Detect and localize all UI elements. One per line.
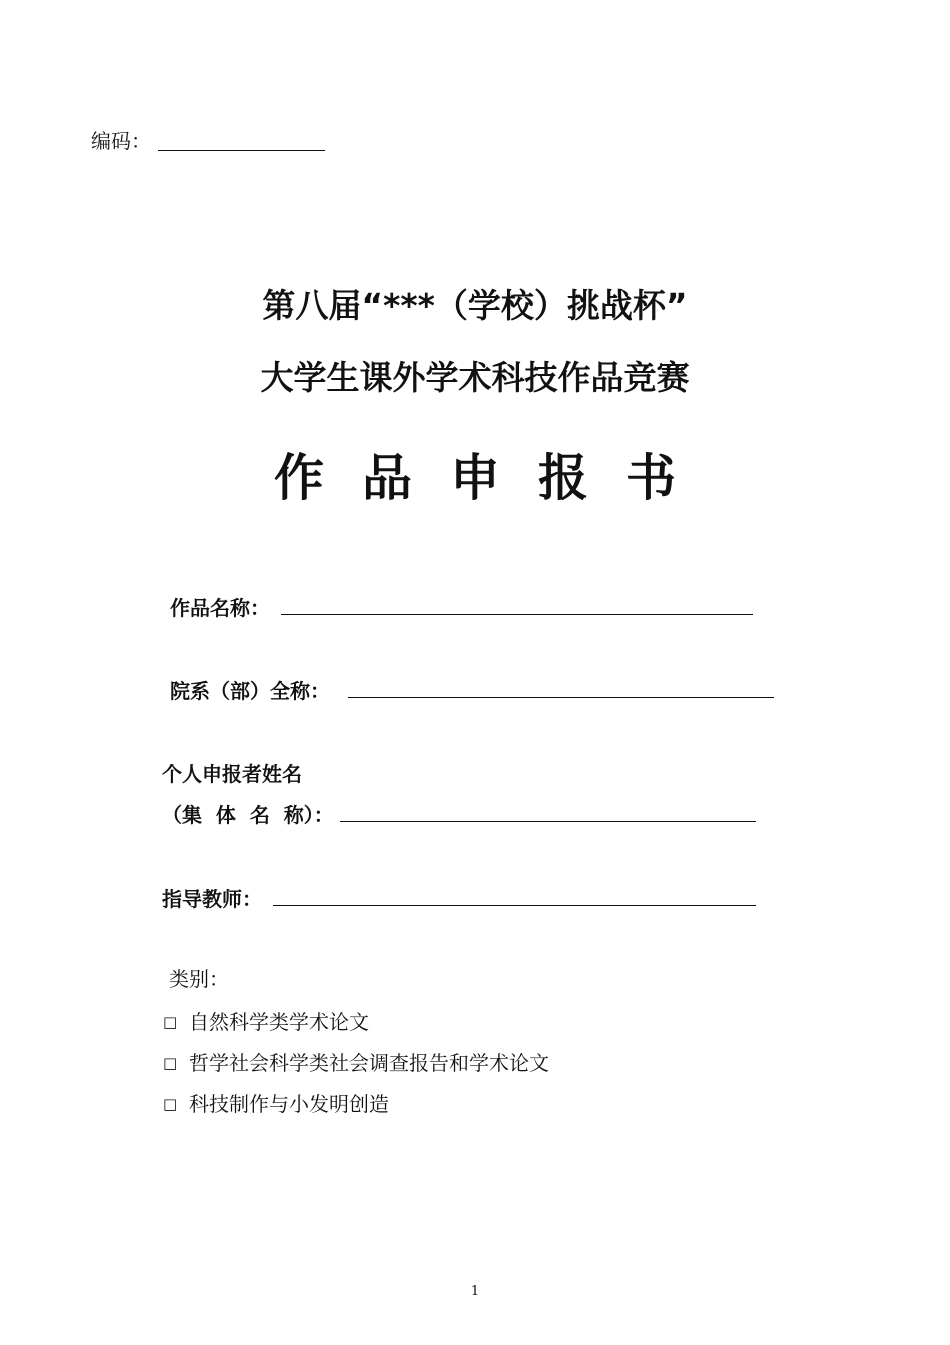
checkbox-icon[interactable]: □ bbox=[163, 1013, 178, 1031]
category-option-label: 哲学社会科学类社会调查报告和学术论文 bbox=[189, 1051, 549, 1075]
category-option-label: 科技制作与小发明创造 bbox=[189, 1092, 389, 1116]
title-line-1: 第八届“***（学校）挑战杯” bbox=[262, 286, 688, 325]
title-line-2: 大学生课外学术科技作品竞赛 bbox=[260, 358, 690, 397]
advisor-input-line[interactable] bbox=[273, 905, 756, 906]
category-option-tech-invention[interactable] bbox=[163, 1088, 389, 1117]
work-name-input-line[interactable] bbox=[281, 614, 753, 615]
code-label: 编码： bbox=[91, 129, 151, 153]
department-input-line[interactable] bbox=[348, 697, 774, 698]
work-name-label: 作品名称： bbox=[170, 596, 270, 620]
category-option-natural-science[interactable] bbox=[163, 1006, 369, 1035]
category-option-social-science[interactable] bbox=[163, 1047, 549, 1076]
advisor-label: 指导教师： bbox=[162, 887, 262, 911]
code-input-line[interactable] bbox=[158, 150, 325, 151]
checkbox-icon[interactable]: □ bbox=[163, 1095, 178, 1113]
document-title: 作品申报书 bbox=[274, 448, 714, 507]
applicant-label: 个人申报者姓名 bbox=[162, 762, 302, 786]
page-number: 1 bbox=[470, 1284, 480, 1299]
category-option-label: 自然科学类学术论文 bbox=[189, 1010, 369, 1034]
category-label: 类别： bbox=[169, 967, 229, 991]
checkbox-icon[interactable]: □ bbox=[163, 1054, 178, 1072]
department-label: 院系（部）全称： bbox=[170, 679, 330, 703]
collective-name-label: （集 体 名 称）： bbox=[162, 803, 334, 827]
applicant-input-line[interactable] bbox=[340, 821, 756, 822]
